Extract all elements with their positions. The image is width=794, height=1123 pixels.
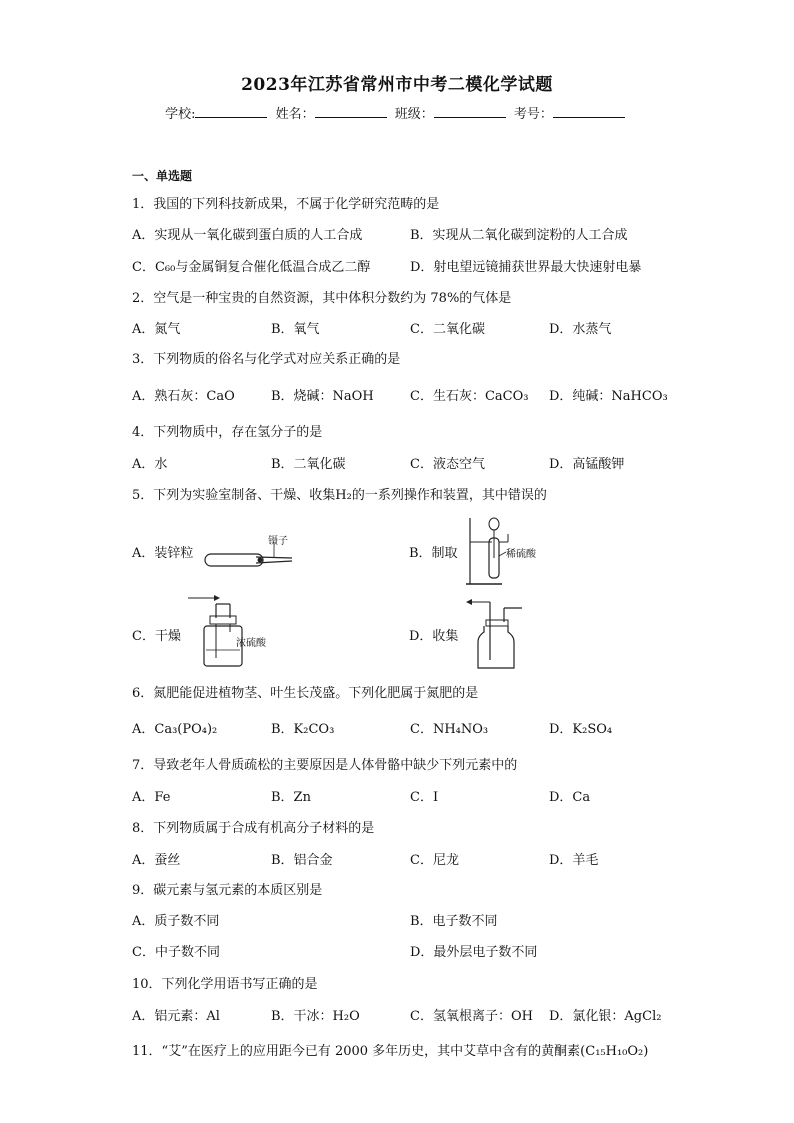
conc-acid-label: 浓硫酸	[236, 638, 266, 649]
option-b: B．实现从二氧化碳到淀粉的人工合成	[410, 228, 628, 243]
question-4-stem: 4．下列物质中，存在氢分子的是	[132, 425, 323, 440]
school-blank	[195, 105, 267, 118]
drying-bottle-figure	[180, 592, 270, 672]
option-b: B．铝合金	[271, 853, 333, 868]
option-a: A．实现从一氧化碳到蛋白质的人工合成	[132, 228, 363, 243]
option-a: A．Ca₃(PO₄)₂	[132, 722, 218, 737]
option-c: C．干燥	[132, 629, 181, 644]
option-b: B．Zn	[271, 790, 311, 805]
option-c: C．尼龙	[410, 853, 459, 868]
id-blank	[553, 105, 625, 118]
question-10-stem: 10．下列化学用语书写正确的是	[132, 977, 318, 992]
option-d: D．氯化银：AgCl₂	[549, 1009, 662, 1024]
name-label: 姓名：	[275, 107, 315, 122]
zinc-granule	[258, 558, 263, 563]
option-a: A．Fe	[132, 790, 171, 805]
question-2-stem: 2．空气是一种宝贵的自然资源，其中体积分数约为 78%的气体是	[132, 291, 512, 306]
option-b: B．制取	[409, 546, 458, 561]
option-a: A．氮气	[132, 322, 181, 337]
gas-bottle	[478, 626, 514, 668]
question-9-stem: 9．碳元素与氢元素的本质区别是	[132, 883, 323, 898]
funnel	[489, 518, 499, 530]
page-title: 2023年江苏省常州市中考二模化学试题	[241, 75, 553, 95]
option-c: C．I	[410, 790, 439, 805]
arrow-head	[466, 599, 472, 605]
arrow-head	[214, 595, 220, 601]
option-d: D．纯碱：NaHCO₃	[549, 389, 668, 404]
class-blank	[434, 105, 506, 118]
option-c: C．二氧化碳	[410, 322, 485, 337]
student-info	[0, 103, 794, 122]
name-blank	[315, 105, 387, 118]
school-label: 学校:	[165, 107, 196, 122]
test-tube	[205, 554, 263, 566]
option-a: A．装锌粒	[132, 546, 194, 561]
option-c: C．C₆₀与金属铜复合催化低温合成乙二醇	[132, 260, 371, 275]
option-c: C．NH₄NO₃	[410, 722, 489, 737]
option-d: D．高锰酸钾	[549, 457, 625, 472]
option-b: B．二氧化碳	[271, 457, 346, 472]
option-c: C．生石灰：CaCO₃	[410, 389, 529, 404]
option-d: D．收集	[409, 629, 459, 644]
option-b: B．K₂CO₃	[271, 722, 335, 737]
option-b: B．烧碱：NaOH	[271, 389, 374, 404]
question-3-stem: 3．下列物质的俗名与化学式对应关系正确的是	[132, 352, 401, 367]
question-1-stem: 1．我国的下列科技新成果，不属于化学研究范畴的是	[132, 197, 440, 212]
option-a: A．水	[132, 457, 168, 472]
option-c: C．液态空气	[410, 457, 485, 472]
option-b: B．电子数不同	[410, 914, 498, 929]
option-a: A．蚕丝	[132, 853, 181, 868]
tweezers-label: 镊子	[268, 536, 288, 547]
option-d: D．射电望远镜捕获世界最大快速射电暴	[410, 260, 642, 275]
option-d: D．Ca	[549, 790, 591, 805]
id-label: 考号：	[513, 107, 553, 122]
question-8-stem: 8．下列物质属于合成有机高分子材料的是	[132, 821, 375, 836]
option-d: D．水蒸气	[549, 322, 612, 337]
class-label: 班级：	[394, 107, 434, 122]
question-11-stem: 11．“艾”在医疗上的应用距今已有 2000 多年历史，其中艾草中含有的黄酮素(C₁₅H₁₀O₂)	[132, 1044, 649, 1059]
option-b: B．氧气	[271, 322, 320, 337]
section-heading: 一、单选题	[132, 169, 193, 183]
stopper	[486, 620, 508, 626]
question-7-stem: 7．导致老年人骨质疏松的主要原因是人体骨骼中缺少下列元素中的	[132, 758, 518, 773]
tweezers-test-tube-figure	[200, 530, 310, 575]
option-c: C．氢氧根离子：OH	[410, 1009, 533, 1024]
question-5-stem: 5．下列为实验室制备、干燥、收集H₂的一系列操作和装置，其中错误的	[132, 488, 547, 503]
option-b: B．干冰：H₂O	[271, 1009, 360, 1024]
collection-bottle-figure	[462, 596, 542, 672]
option-a: A．铝元素：Al	[132, 1009, 220, 1024]
stopper	[210, 616, 236, 624]
label-leader	[499, 552, 506, 556]
option-d: D．K₂SO₄	[549, 722, 613, 737]
option-d: D．最外层电子数不同	[410, 945, 538, 960]
option-c: C．中子数不同	[132, 945, 220, 960]
dilute-acid-label: 稀硫酸	[506, 549, 536, 560]
question-6-stem: 6．氮肥能促进植物茎、叶生长茂盛。下列化肥属于氮肥的是	[132, 686, 479, 701]
option-a: A．质子数不同	[132, 914, 220, 929]
option-a: A．熟石灰：CaO	[132, 389, 235, 404]
option-d: D．羊毛	[549, 853, 599, 868]
